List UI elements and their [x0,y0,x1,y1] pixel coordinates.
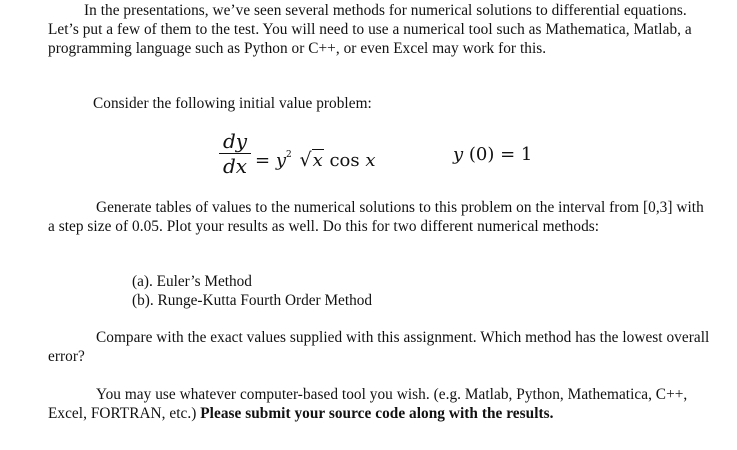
initial-condition-value: (0) = 1 [468,144,533,165]
fraction-numerator: dy [222,129,248,153]
intro-paragraph: In the presentations, we’ve seen several methods for numerical solutions to differential equations. Let’s put a few of them to the test. You will need to use a numerical tool such as Mathematica, Matlab, a programming language such as Python or C++, or even Excel may work for this. [48,2,692,57]
radicand: x [312,150,323,171]
methods-list [132,272,372,310]
generate-paragraph: Generate tables of values to the numerical solutions to this problem on the interval from [0,3] with a step size of 0.05. Plot your results as well. Do this for two different numerical methods: [48,199,704,235]
square-root [297,149,323,172]
fraction-denominator: dx [222,154,248,178]
method-item: (b). Runge-Kutta Fourth Order Method [132,292,373,309]
compare-paragraph: Compare with the exact values supplied with this assignment. Which method has the lowest overall error? [48,329,710,365]
cos-function: cos [329,150,360,171]
derivative-fraction [219,130,251,177]
method-item: (a). Euler’s Method [132,273,252,290]
consider-paragraph: Consider the following initial value problem: [93,95,372,112]
tool-text: You may use whatever computer-based tool you wish. (e.g. Matlab, Python, Mathematica, C++, Excel, FORTRAN, etc.) [48,386,688,422]
initial-condition [453,144,532,166]
equals-sign: = [255,150,271,171]
equation-right-side [255,144,376,172]
y-variable: y [275,150,286,171]
initial-condition-y: y [453,144,464,165]
x-variable: x [365,150,376,171]
exponent: 2 [286,150,292,160]
tool-paragraph [48,385,712,423]
radical-sign: √ [299,149,312,171]
submission-instruction: Please submit your source code along with the results. [200,405,554,422]
differential-equation [0,128,737,184]
